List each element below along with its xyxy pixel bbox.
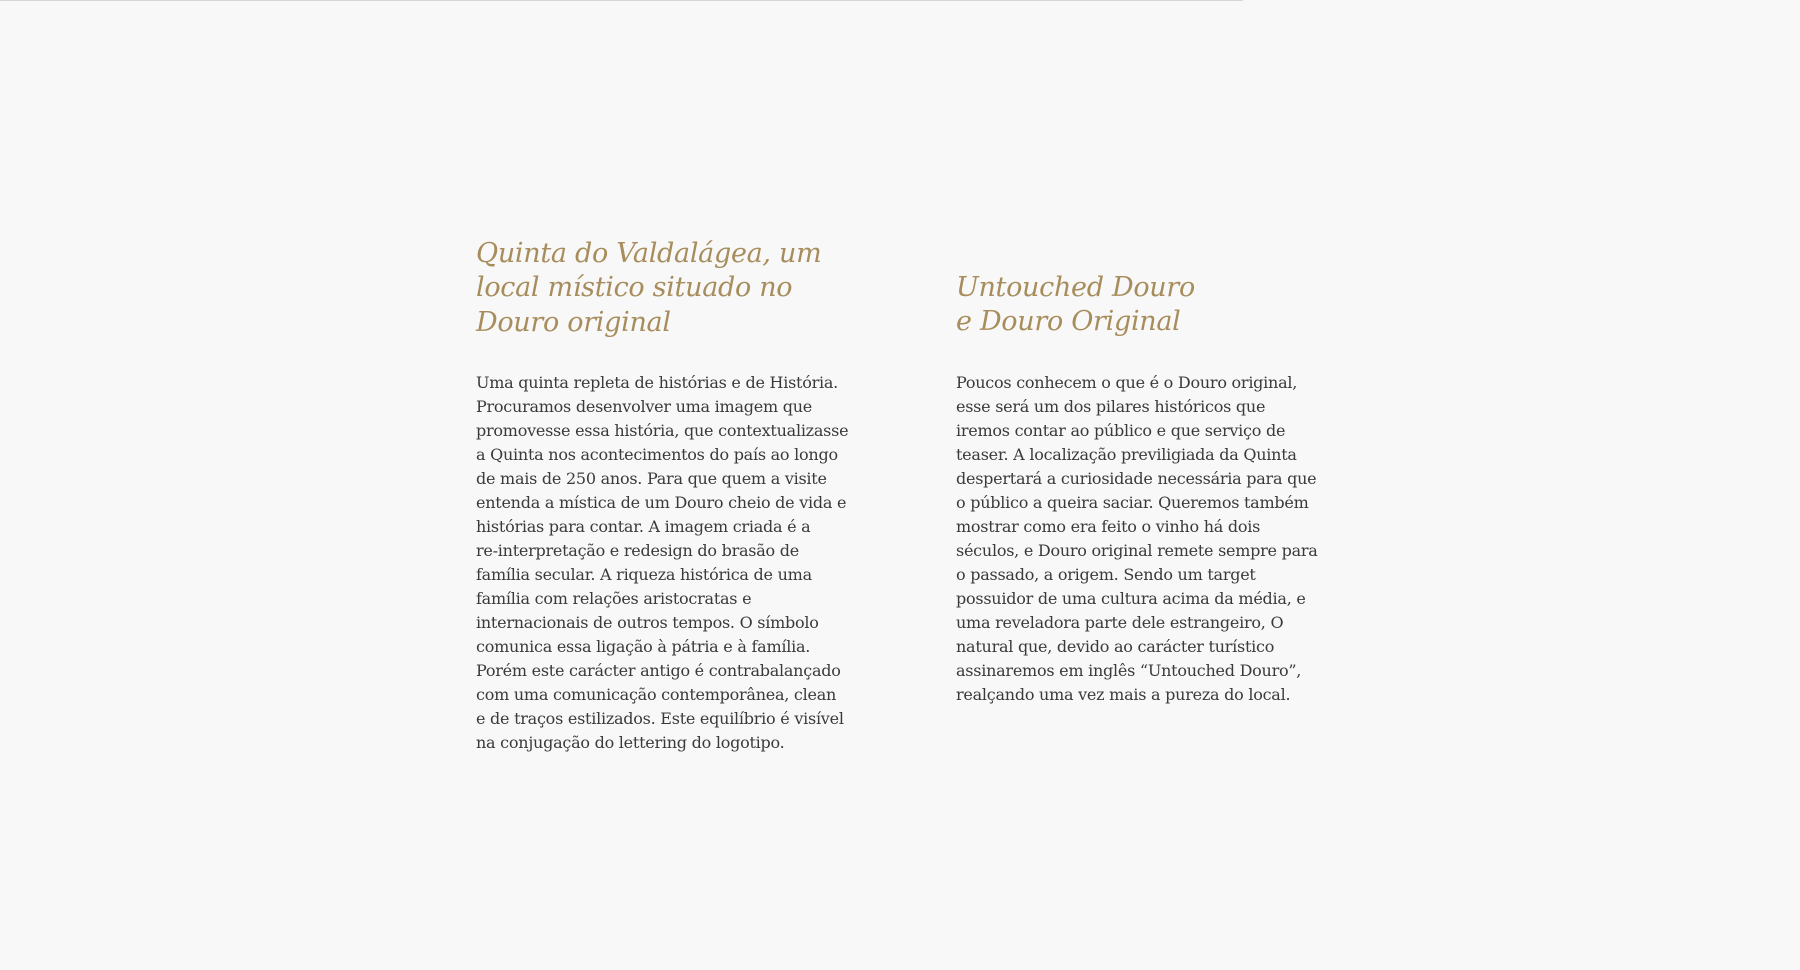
right-section <box>956 0 1336 704</box>
left-section-body: Uma quinta repleta de histórias e de História. Procuramos desenvolver uma imagem que promovesse essa história, que contextualizasse a Quinta nos acontecimentos do país ao longo de mais de 250 anos. Para que quem a visite entenda a mística de um Douro cheio de vida e histórias para contar. A imagem criada é a re-interpretação e redesign do brasão de família secular. A riqueza histórica de uma família com relações aristocratas e internacionais de outros tempos. O símbolo comunica essa ligação à pátria e à família. Porém este carácter antigo é contrabalançado com uma comunicação contemporânea, clean e de traços estilizados. Este equilíbrio é visível na conjugação do lettering do logotipo. <box>476 373 849 752</box>
right-section-body: Poucos conhecem o que é o Douro original, esse será um dos pilares históricos que iremos contar ao público e que serviço de teaser. A localização previligiada da Quinta despertará a curiosidade necessária para que o público a queira saciar. Queremos também mostrar como era feito o vinho há dois séculos, e Douro original remete sempre para o passado, a origem. Sendo um target possuidor de uma cultura acima da média, e uma reveladora parte dele estrangeiro, O natural que, devido ao carácter turístico assinaremos em inglês “Untouched Douro”, realçando uma vez mais a pureza do local. <box>956 373 1318 704</box>
left-section-heading: Quinta do Valdalágea, um local místico situado no Douro original <box>476 238 822 338</box>
left-section <box>476 0 856 752</box>
right-section-heading: Untouched Douro e Douro Original <box>956 272 1195 338</box>
